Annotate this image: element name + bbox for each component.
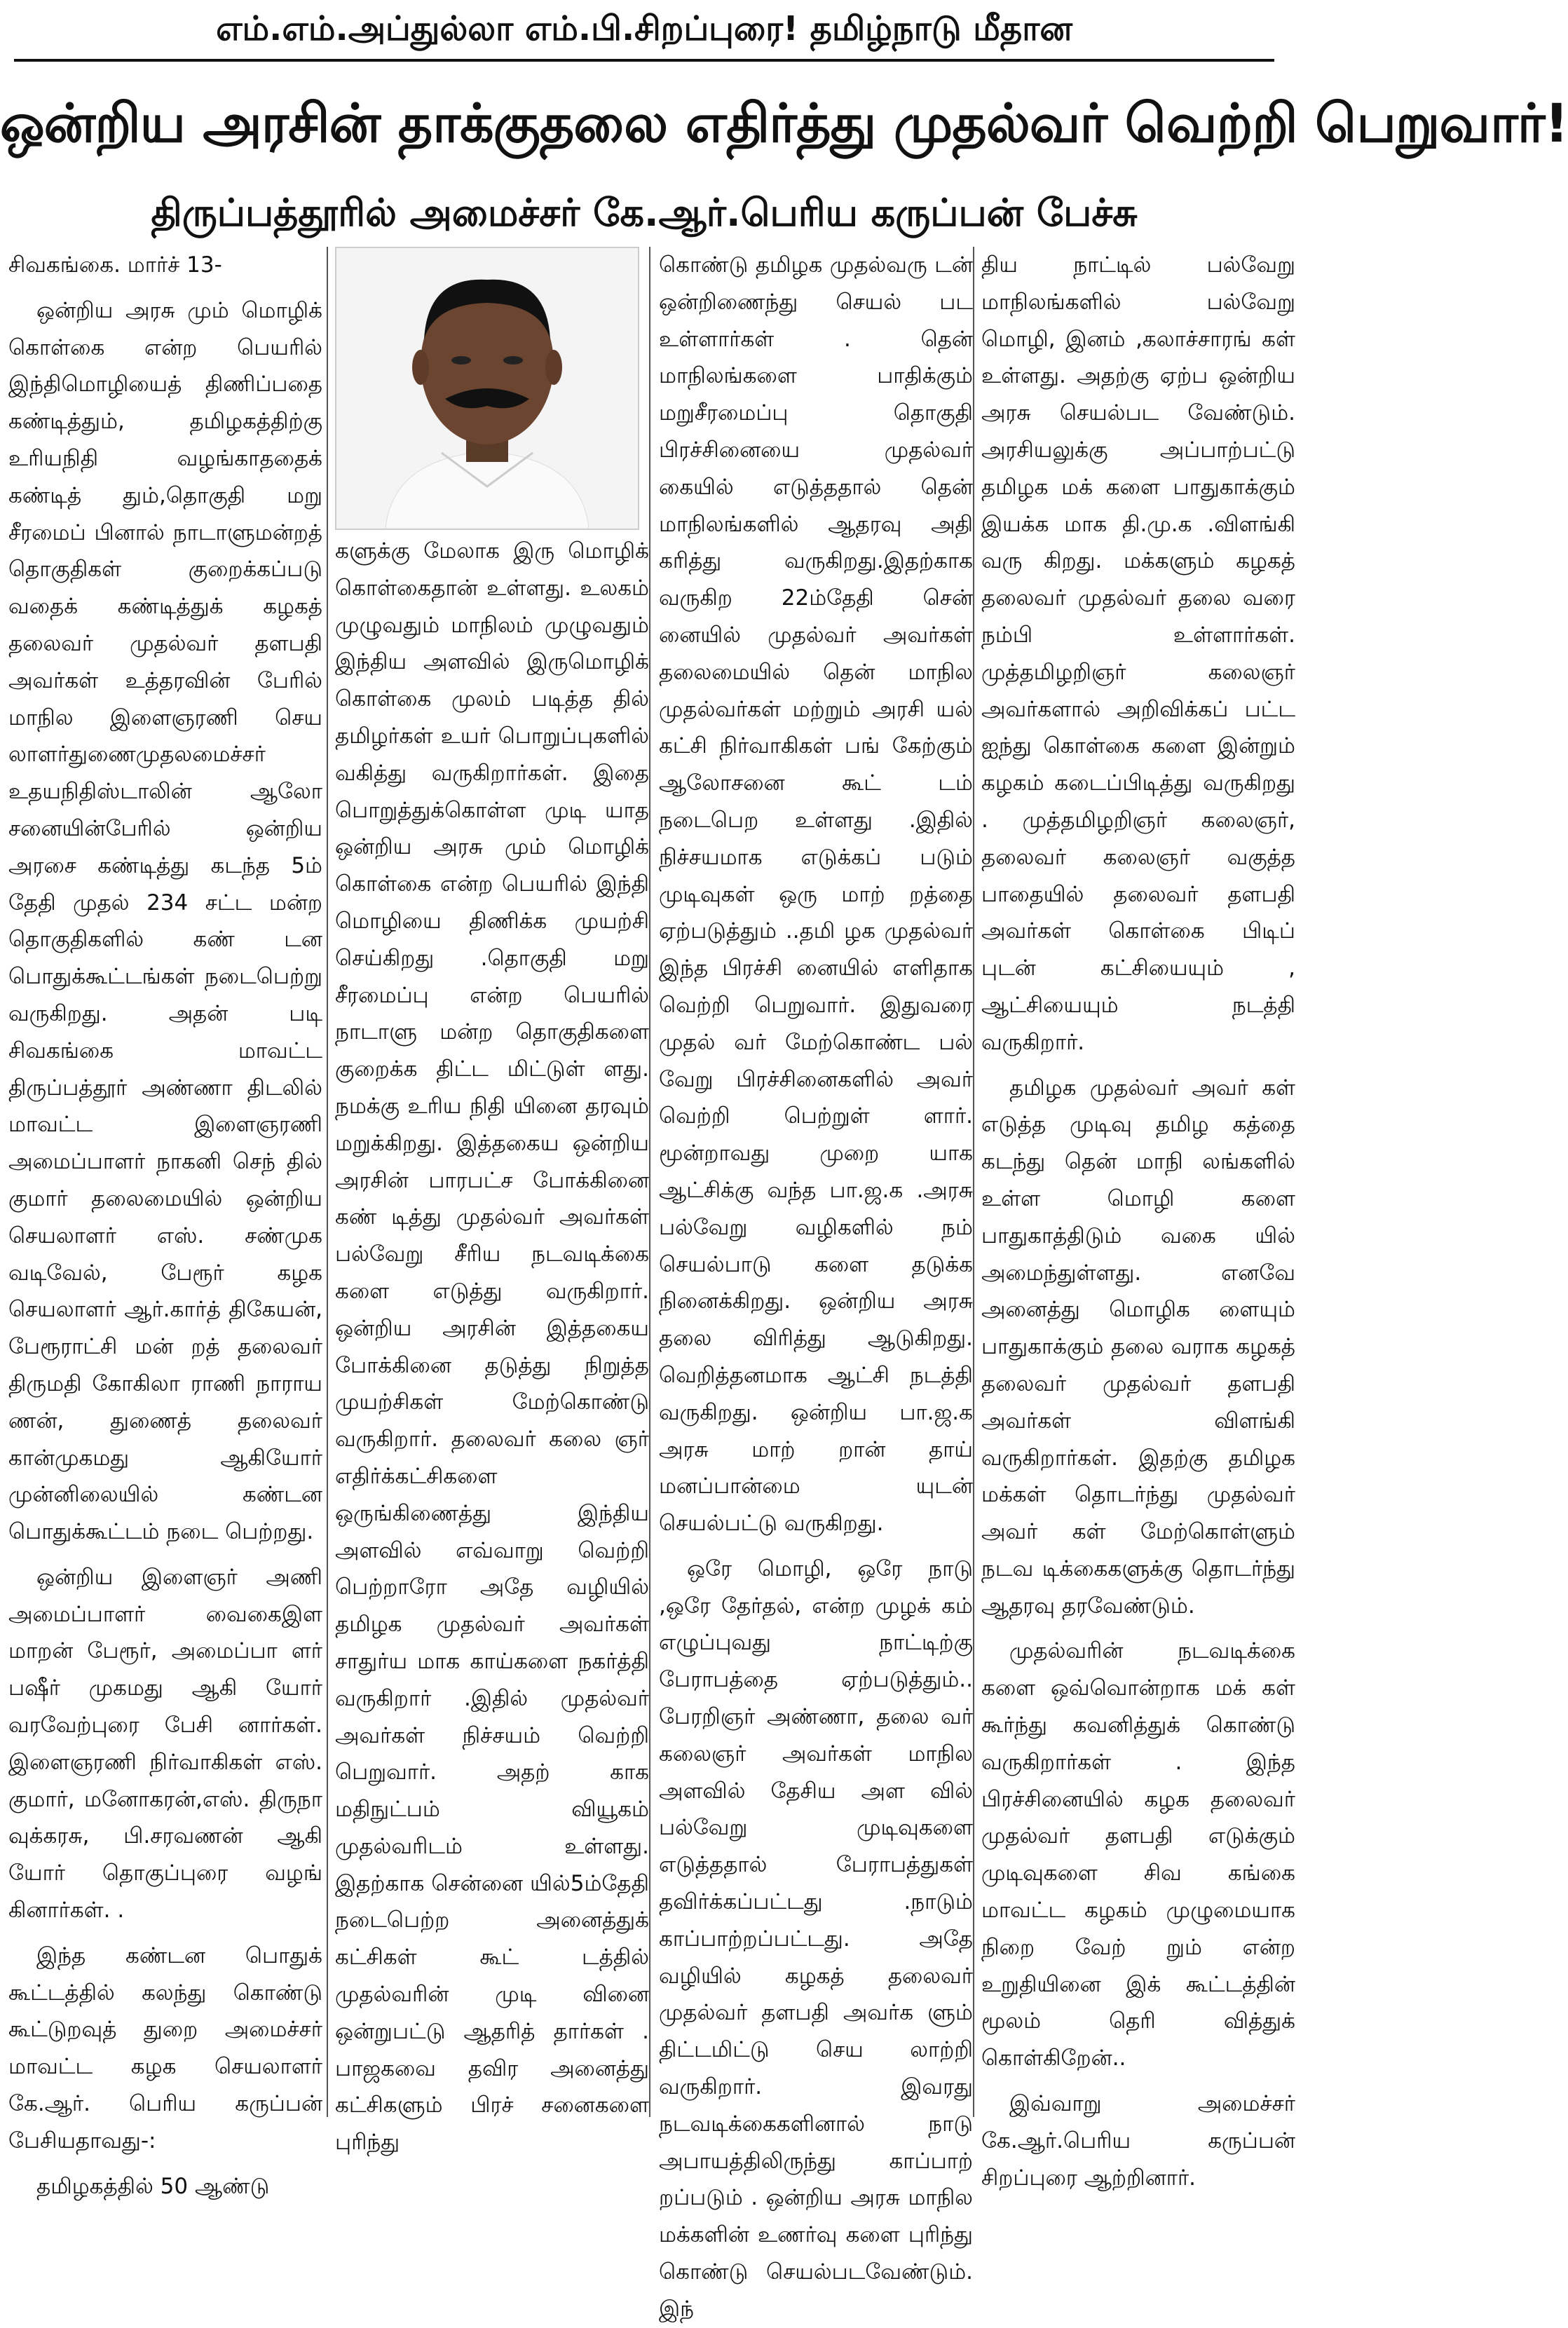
- article-paragraph: திய நாட்டில் பல்வேறு மாநிலங்களில் பல்வேறு மொழி, இனம் ,கலாச்சாரங் கள் உள்ளது. அதற்கு ஏற்ப ஒன்றிய அரசு செயல்பட வேண்டும். அரசியலுக்கு அப்பாற்பட்டு தமிழக மக் களை பாதுகாக்கும் இயக்க மாக தி.மு.க .விளங்கி வரு கிறது. மக்களும் கழகத் தலைவர் முதல்வர் தலை வரை நம்பி உள்ளார்கள். முத்தமிழறிஞர் கலைஞர் அவர்களால் அறிவிக்கப் பட்ட ஐந்து கொள்கை களை இன்றும் கழகம் கடைப்பிடித்து வருகிறது . முத்தமிழறிஞர் கலைஞர், தலைவர் கலைஞர் வகுத்த பாதையில் தலைவர் தளபதி அவர்கள் கொள்கை பிடிப் புடன் கட்சியையும் , ஆட்சியையும் நடத்தி வருகிறார்.: [981, 252, 1295, 1055]
- article-paragraph: இவ்வாறு அமைச்சர் கே.ஆர்.பெரிய கருப்பன் சிறப்புரை ஆற்றினார்.: [981, 2091, 1295, 2191]
- article-paragraph: ஒன்றிய இளைஞர் அணி அமைப்பாளர் வைகைஇள மாறன் பேரூர், அமைப்பா ளர் பஷீர் முகமது ஆகி யோர் வரவேற்புரை பேசி னார்கள். இளைஞரணி நிர்வாகிகள் எஸ். குமார், மனோகரன்,எஸ். திருநா வுக்கரசு, பி.சரவணன் ஆகி யோர் தொகுப்புரை வழங் கினார்கள். .: [8, 1564, 322, 1924]
- article-paragraph: இந்த கண்டன பொதுக் கூட்டத்தில் கலந்து கொண்டு கூட்டுறவுத் துறை அமைச்சர் மாவட்ட கழக செயலாளர் கே.ஆர். பெரிய கருப்பன் பேசியதாவது-:: [8, 1942, 322, 2153]
- subheadline: திருப்பத்தூரில் அமைச்சர் கே.ஆர்.பெரிய கருப்பன் பேச்சு: [151, 191, 1138, 235]
- kicker-line: எம்.எம்.அப்துல்லா எம்.பி.சிறப்புரை! தமிழ்நாடு மீதான: [216, 9, 1072, 48]
- article-paragraph: ஒன்றிய அரசு மும் மொழிக் கொள்கை என்ற பெயரில் இந்திமொழியைத் திணிப்பதை கண்டித்தும், தமிழகத்திற்கு உரியநிதி வழங்காததைக் கண்டித் தும்,தொகுதி மறு சீரமைப் பினால் நாடாளுமன்றத் தொகுதிகள் குறைக்கப்படு வதைக் கண்டித்துக் கழகத் தலைவர் முதல்வர் தளபதி அவர்கள் உத்தரவின் பேரில் மாநில இளைஞரணி செய லாளர்துணைமுதலமைச்சர் உதயநிதிஸ்டாலின் ஆலோ சனையின்பேரில் ஒன்றிய அரசை கண்டித்து கடந்த 5ம் தேதி முதல் 234 சட்ட மன்ற தொகுதிகளில் கண் டன பொதுக்கூட்டங்கள் நடைபெற்று வருகிறது. அதன் படி சிவகங்கை மாவட்ட திருப்பத்தூர் அண்ணா திடலில் மாவட்ட இளைஞரணி அமைப்பாளர் நாகனி செந் தில் குமார் தலைமையில் ஒன்றிய செயலாளர் எஸ். சண்முக வடிவேல், பேரூர் கழக செயலாளர் ஆர்.கார்த் திகேயன், பேரூராட்சி மன் றத் தலைவர் திருமதி கோகிலா ராணி நாராய ணன், துணைத் தலைவர் கான்முகமது ஆகியோர் முன்னிலையில் கண்டன பொதுக்கூட்டம் நடை பெற்றது.: [8, 297, 322, 1545]
- column-divider: [973, 247, 974, 2117]
- article-paragraph: தமிழகத்தில் 50 ஆண்டு: [36, 2173, 270, 2199]
- article-paragraph: முதல்வரின் நடவடிக்கை களை ஒவ்வொன்றாக மக் கள் கூர்ந்து கவனித்துக் கொண்டு வருகிறார்கள் . இந்த பிரச்சினையில் கழக தலைவர் முதல்வர் தளபதி எடுக்கும் முடிவுகளை சிவ கங்கை மாவட்ட கழகம் முழுமையாக நிறை வேற் றும் என்ற உறுதியினை இக் கூட்டத்தின் மூலம் தெரி வித்துக் கொள்கிறேன்..: [981, 1638, 1295, 2071]
- article-column-1: [8, 247, 322, 2199]
- article-paragraph: களுக்கு மேலாக இரு மொழிக் கொள்கைதான் உள்ளது. உலகம் முழுவதும் மாநிலம் முழுவதும் இந்திய அளவில் இருமொழிக் கொள்கை முலம் படித்த தில் தமிழர்கள் உயர் பொறுப்புகளில் வகித்து வருகிறார்கள். இதை பொறுத்துக்கொள்ள முடி யாத ஒன்றிய அரசு மும் மொழிக் கொள்கை என்ற பெயரில் இந்தி மொழியை திணிக்க முயற்சி செய்கிறது .தொகுதி மறு சீரமைப்பு என்ற பெயரில் நாடாளு மன்ற தொகுதிகளை குறைக்க திட்ட மிட்டுள் ளது. நமக்கு உரிய நிதி யினை தரவும் மறுக்கிறது. இத்தகைய ஒன்றிய அரசின் பாரபட்ச போக்கினை கண் டித்து முதல்வர் அவர்கள் பல்வேறு சீரிய நடவடிக்கை களை எடுத்து வருகிறார். ஒன்றிய அரசின் இத்தகைய போக்கினை தடுத்து நிறுத்த முயற்சிகள் மேற்கொண்டு வருகிறார். தலைவர் கலை ஞர் எதிர்க்கட்சிகளை ஒருங்கிணைத்து இந்திய அளவில் எவ்வாறு வெற்றி பெற்றாரோ அதே வழியில் தமிழக முதல்வர் அவர்கள் சாதுர்ய மாக காய்களை நகர்த்தி வருகிறார் .இதில் முதல்வர் அவர்கள் நிச்சயம் வெற்றி பெறுவார். அதற் காக மதிநுட்பம் வியூகம் முதல்வரிடம் உள்ளது. இதற்காக சென்னை யில்5ம்தேதி நடைபெற்ற அனைத்துக் கட்சிகள் கூட் டத்தில் முதல்வரின் முடி வினை ஒன்றுபட்டு ஆதரித் தார்கள் . பாஜகவை தவிர அனைத்து கட்சிகளும் பிரச் சனைகளை புரிந்து: [335, 538, 649, 2156]
- article-paragraph: தமிழக முதல்வர் அவர் கள் எடுத்த முடிவு தமிழ கத்தை கடந்து தென் மாநி லங்களில் உள்ள மொழி களை பாதுகாத்திடும் வகை யில் அமைந்துள்ளது. எனவே அனைத்து மொழிக ளையும் பாதுகாக்கும் தலை வராக கழகத் தலைவர் முதல்வர் தளபதி அவர்கள் விளங்கி வருகிறார்கள். இதற்கு தமிழக மக்கள் தொடர்ந்து முதல்வர் அவர் கள் மேற்கொள்ளும் நடவ டிக்கைகளுக்கு தொடர்ந்து ஆதரவு தரவேண்டும்.: [981, 1075, 1295, 1619]
- portrait-photo: [335, 247, 639, 530]
- column-divider: [327, 247, 328, 2117]
- column-divider: [649, 247, 650, 2117]
- article-column-2: [335, 533, 649, 2156]
- headline: ஒன்றிய அரசின் தாக்குதலை எதிர்த்து முதல்வர் வெற்றி பெறுவார்!: [0, 92, 1568, 154]
- kicker-rule: [14, 59, 1274, 62]
- article-column-4: [981, 247, 1295, 2191]
- article-paragraph: ஒரே மொழி, ஒரே நாடு ,ஒரே தேர்தல், என்ற முழக் கம் எழுப்புவது நாட்டிற்கு பேராபத்தை ஏற்படுத்தும்.. பேரறிஞர் அண்ணா, தலை வர் கலைஞர் அவர்கள் மாநில அளவில் தேசிய அள வில் பல்வேறு முடிவுகளை எடுத்ததால் பேராபத்துகள் தவிர்க்கப்பட்டது .நாடும் காப்பாற்றப்பட்டது. அதே வழியில் கழகத் தலைவர் முதல்வர் தளபதி அவர்க ளும் திட்டமிட்டு செய லாற்றி வருகிறார். இவரது நடவடிக்கைகளினால் நாடு அபாயத்திலிருந்து காப்பாற் றப்படும் . ஒன்றிய அரசு மாநில மக்களின் உணர்வு களை புரிந்து கொண்டு செயல்படவேண்டும். இந்: [659, 1556, 973, 2322]
- article-paragraph: கொண்டு தமிழக முதல்வரு டன் ஒன்றிணைந்து செயல் பட உள்ளார்கள் . தென் மாநிலங்களை பாதிக்கும் மறுசீரமைப்பு தொகுதி பிரச்சினையை முதல்வர் கையில் எடுத்ததால் தென் மாநிலங்களில் ஆதரவு அதி கரித்து வருகிறது.இதற்காக வருகிற 22ம்தேதி சென் னையில் முதல்வர் அவர்கள் தலைமையில் தென் மாநில முதல்வர்கள் மற்றும் அரசி யல் கட்சி நிர்வாகிகள் பங் கேற்கும் ஆலோசனை கூட் டம் நடைபெற உள்ளது .இதில் நிச்சயமாக எடுக்கப் படும் முடிவுகள் ஒரு மாற் றத்தை ஏற்படுத்தும் ..தமி ழக முதல்வர் இந்த பிரச்சி னையில் எளிதாக வெற்றி பெறுவார். இதுவரை முதல் வர் மேற்கொண்ட பல் வேறு பிரச்சினைகளில் அவர் வெற்றி பெற்றுள் ளார். மூன்றாவது முறை யாக ஆட்சிக்கு வந்த பா.ஜ.க .அரசு பல்வேறு வழிகளில் நம் செயல்பாடு களை தடுக்க நினைக்கிறது. ஒன்றிய அரசு தலை விரித்து ஆடுகிறது. வெறித்தனமாக ஆட்சி நடத்தி வருகிறது. ஒன்றிய பா.ஜ.க அரசு மாற் றான் தாய் மனப்பான்மை யுடன் செயல்பட்டு வருகிறது.: [659, 252, 973, 1537]
- dateline: சிவகங்கை. மார்ச் 13-: [8, 252, 222, 278]
- article-column-3: [659, 247, 973, 2322]
